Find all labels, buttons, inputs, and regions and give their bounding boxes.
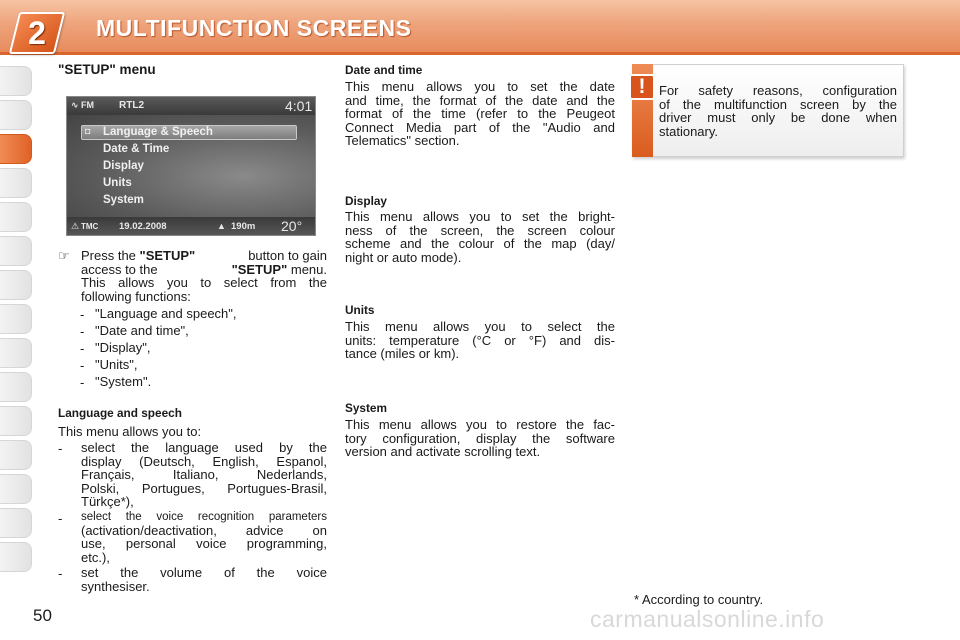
dash: -: [58, 441, 63, 456]
side-tab-14[interactable]: [0, 508, 32, 538]
warning-line-2: of the multifunction screen by the: [659, 96, 897, 112]
language-item-2-line-1: select the voice recognition parameters: [81, 511, 327, 523]
side-tab-5[interactable]: [0, 202, 32, 232]
screen-date: 19.02.2008: [119, 221, 167, 232]
system-heading: System: [345, 401, 387, 415]
language-item-2-line-3: use, personal voice programming,: [81, 536, 327, 552]
dash: -: [80, 324, 85, 339]
dash: -: [80, 375, 85, 390]
system-line-1: This menu allows you to restore the fac-: [345, 417, 615, 432]
exclamation-icon: !: [629, 74, 655, 100]
instruction-line-4: following functions:: [81, 288, 191, 304]
function-item-1: "Language and speech",: [95, 306, 237, 321]
radio-wave-icon: ∿: [71, 100, 79, 110]
language-item-1-line-1: select the language used by the: [81, 440, 327, 455]
instruction-line-1: [81, 249, 327, 263]
side-tab-4[interactable]: [0, 168, 32, 198]
direction-arrow-icon: ▲: [217, 221, 226, 231]
side-tab-active[interactable]: [0, 134, 32, 164]
instr-1-post: button to gain: [248, 248, 327, 263]
date-time-line-1: This menu allows you to set the date: [345, 79, 615, 94]
screen-time: 4:01: [285, 98, 313, 114]
instruction-line-2: [81, 263, 327, 277]
instr-2-bold: "SETUP": [231, 261, 288, 277]
language-item-2-line-4: etc.),: [81, 549, 110, 565]
side-tab-1[interactable]: [0, 66, 32, 96]
date-time-line-5: Telematics" section.: [345, 133, 460, 149]
instr-1-pre: Press the: [81, 248, 140, 263]
side-tab-8[interactable]: [0, 304, 32, 334]
date-time-line-3: format of the time (refer to the Peugeot: [345, 106, 615, 122]
system-line-2: tory configuration, display the software: [345, 430, 615, 446]
dash: -: [58, 566, 63, 581]
language-item-2-line-2: (activation/deactivation, advice on: [81, 522, 327, 538]
chapter-number: 2: [28, 15, 46, 51]
instr-2-pre: access to the: [81, 261, 158, 277]
setup-heading: "SETUP" menu: [58, 62, 156, 77]
language-heading: Language and speech: [58, 406, 182, 420]
function-item-4: "Units",: [95, 357, 138, 372]
system-line-3: version and activate scrolling text.: [345, 444, 541, 460]
side-tab-7[interactable]: [0, 270, 32, 300]
screen-menu-date: Date & Time: [103, 143, 170, 155]
side-tab-11[interactable]: [0, 406, 32, 436]
page-number: 50: [33, 606, 52, 625]
screen-distance: 190m: [231, 221, 256, 232]
warning-line-3: driver must only be done when: [659, 110, 897, 126]
language-item-1-line-3: Français, Italiano, Nederlands,: [81, 467, 327, 483]
language-item-1-line-4: Polski, Portugues, Portugues-Brasil,: [81, 480, 327, 496]
screen-menu-display: Display: [103, 160, 144, 172]
speech-icon: ◘: [85, 126, 91, 136]
screen-bottom-bar: [67, 217, 316, 236]
date-time-line-4: Connect Media part of the "Audio and: [345, 119, 615, 135]
warning-triangle-icon: ⚠: [71, 221, 80, 231]
display-line-4: night or auto mode).: [345, 249, 462, 265]
screen-temperature: 20°: [281, 218, 303, 234]
language-item-1-line-2: display (Deutsch, English, Espanol,: [81, 453, 327, 469]
side-tab-12[interactable]: [0, 440, 32, 470]
date-time-heading: Date and time: [345, 63, 423, 77]
side-tab-2[interactable]: [0, 100, 32, 130]
warning-text: [659, 84, 897, 138]
warning-line-1: For safety reasons, configuration: [659, 83, 897, 98]
function-item-3: "Display",: [95, 340, 151, 355]
warning-line-4: stationary.: [659, 123, 719, 139]
dash: -: [80, 341, 85, 356]
header-divider: [0, 52, 960, 55]
screen-station: RTL2: [119, 100, 144, 111]
dash: -: [80, 358, 85, 373]
date-time-line-2: and time, the format of the date and the: [345, 92, 615, 108]
units-line-1: This menu allows you to select the: [345, 319, 615, 334]
screen-menu-language: Language & Speech: [103, 126, 213, 138]
watermark: carmanualsonline.info: [590, 606, 825, 632]
function-item-2: "Date and time",: [95, 323, 189, 338]
dash: -: [80, 307, 85, 322]
display-line-3: scheme and the colour of the map (day/: [345, 236, 615, 252]
language-item-3-line-1: set the volume of the voice: [81, 565, 327, 580]
footnote: * According to country.: [634, 592, 764, 607]
function-item-5: "System".: [95, 374, 152, 389]
display-heading: Display: [345, 194, 387, 208]
screen-tmc: TMC: [81, 222, 99, 231]
language-intro: This menu allows you to:: [58, 424, 202, 439]
units-line-2: units: temperature (°C or °F) and dis-: [345, 332, 615, 348]
side-tab-10[interactable]: [0, 372, 32, 402]
display-line-1: This menu allows you to set the bright-: [345, 209, 615, 224]
screen-band: FM: [81, 100, 94, 110]
screen-menu-units: Units: [103, 177, 132, 189]
screen-status-bar: [67, 97, 316, 115]
side-tab-6[interactable]: [0, 236, 32, 266]
setup-screen-image: [66, 96, 316, 236]
side-tab-9[interactable]: [0, 338, 32, 368]
display-line-2: ness of the screen, the screen colour: [345, 222, 615, 238]
instr-2-post: menu.: [287, 261, 327, 277]
instruction-line-3: This allows you to select from the: [81, 275, 327, 291]
instr-1-bold: "SETUP": [139, 248, 196, 263]
language-item-3-line-2: synthesiser.: [81, 578, 150, 594]
side-tab-15[interactable]: [0, 542, 32, 572]
hand-pointer-icon: ☞: [58, 248, 70, 263]
dash: -: [58, 511, 63, 526]
screen-menu-system: System: [103, 194, 144, 206]
units-line-3: tance (miles or km).: [345, 346, 460, 362]
language-item-1-line-5: Türkçe*),: [81, 494, 134, 510]
side-tab-13[interactable]: [0, 474, 32, 504]
page-title: MULTIFUNCTION SCREENS: [96, 15, 412, 41]
units-heading: Units: [345, 303, 375, 317]
